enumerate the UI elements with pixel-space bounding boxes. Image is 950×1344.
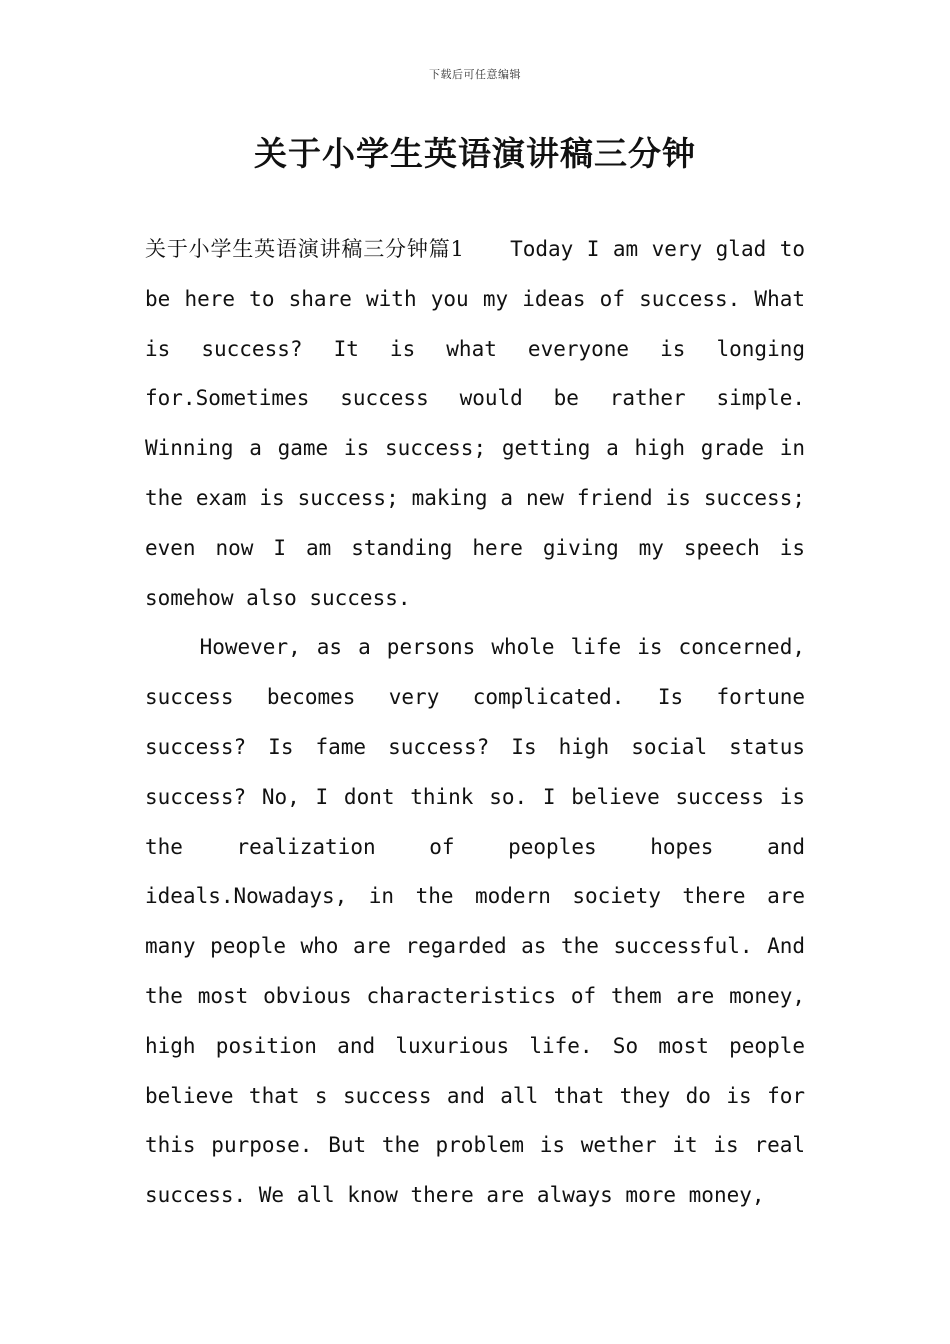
paragraph-1 (145, 225, 805, 623)
header-note: 下载后可任意编辑 (429, 68, 521, 81)
paragraph-2: However, as a persons whole life is concerned, success becomes very complicated. Is fortune success? Is fame success? Is high social status success? No, I dont think so. I believe success is the realization of peoples hopes and ideals.Nowadays, in the modern society there are many people who are regarded as the successful. And the most obvious characteristics of them are money, high position and luxurious life. So most people believe that s success and all that they do is for this purpose. But the problem is wether it is real success. We all know there are always more money, (145, 635, 805, 1208)
document-title: 关于小学生英语演讲稿三分钟 (254, 134, 696, 173)
document-body (145, 225, 805, 1225)
paragraph-1-text: Today I am very glad to be here to share with you my ideas of success. What is success? It is what everyone is longing for.Sometimes success would be rather simple. Winning a game is success; getting a high grade in the exam is success; making a new friend is success; even now I am standing here giving my speech is somehow also success. (145, 237, 805, 610)
section-heading: 关于小学生英语演讲稿三分钟篇1 (145, 237, 464, 261)
